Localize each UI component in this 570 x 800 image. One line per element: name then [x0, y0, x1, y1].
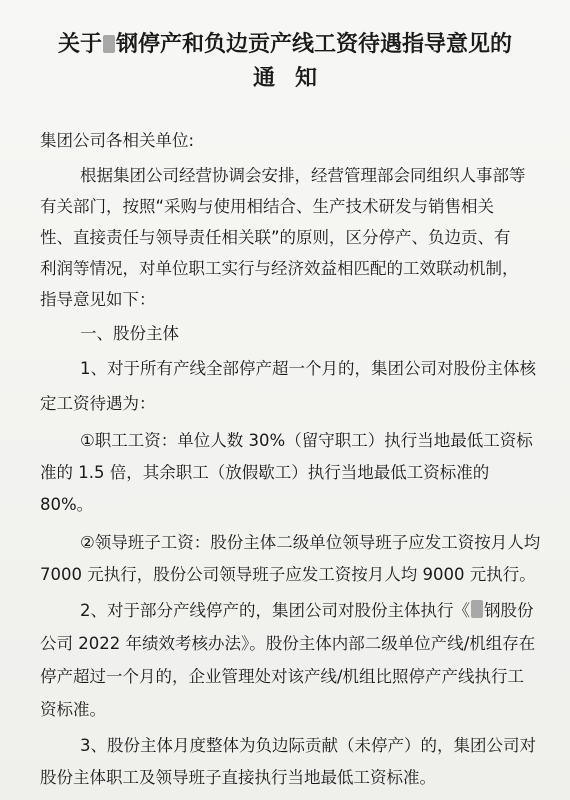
body-line: 性、直接责任与领导责任相关联”的原则，区分停产、负边贡、有 [40, 228, 511, 247]
body-line: ①职工工资：单位人数 30%（留守职工）执行当地最低工资标 [80, 431, 533, 450]
body-line: 资标准。 [40, 700, 106, 719]
body-line: 准的 1.5 倍，其余职工（放假歇工）执行当地最低工资标准的 [40, 463, 490, 482]
body-line: 指导意见如下： [40, 290, 156, 309]
body-line: 7000 元执行，股份公司领导班子应发工资按月人均 9000 元执行。 [40, 565, 536, 584]
body-line: 公司 2022 年绩效考核办法》。股份主体内部二级单位产线/机组存在 [40, 634, 536, 653]
addressee: 集团公司各相关单位: [40, 131, 195, 150]
body-line: 利润等情况，对单位职工实行与经济效益相匹配的工效联动机制， [40, 259, 519, 278]
redacted-mark [471, 600, 483, 618]
body-line: ②领导班子工资：股份主体二级单位领导班子应发工资按月人均 [80, 533, 541, 552]
body-line-part: 钢股份 [484, 601, 534, 620]
title-prefix: 关于 [57, 32, 102, 57]
body-line: 3、股份主体月度整体为负边际贡献（未停产）的，集团公司对 [80, 736, 536, 755]
title-rest: 钢停产和负边贡产线工资待遇指导意见的 [116, 32, 513, 57]
body-line: 停产超过一个月的，企业管理处对该产线/机组比照停产产线执行工 [40, 667, 525, 686]
body-line [80, 600, 534, 622]
redacted-mark [103, 35, 115, 53]
body-line: 1、对于所有产线全部停产超一个月的，集团公司对股份主体核 [80, 359, 536, 378]
body-line: 根据集团公司经营协调会安排，经营管理部会同组织人事部等 [80, 166, 526, 185]
body-line: 80%。 [40, 495, 94, 514]
document-title [0, 30, 570, 60]
body-line: 有关部门，按照“采购与使用相结合、生产技术研发与销售相关 [40, 197, 495, 216]
section-heading: 一、股份主体 [80, 324, 179, 343]
body-line: 股份主体职工及领导班子直接执行当地最低工资标准。 [40, 768, 436, 787]
document-title-line2: 通知 [252, 66, 337, 91]
body-line: 定工资待遇为： [40, 394, 156, 413]
body-line-part: 2、对于部分产线停产的，集团公司对股份主体执行《 [80, 601, 470, 620]
